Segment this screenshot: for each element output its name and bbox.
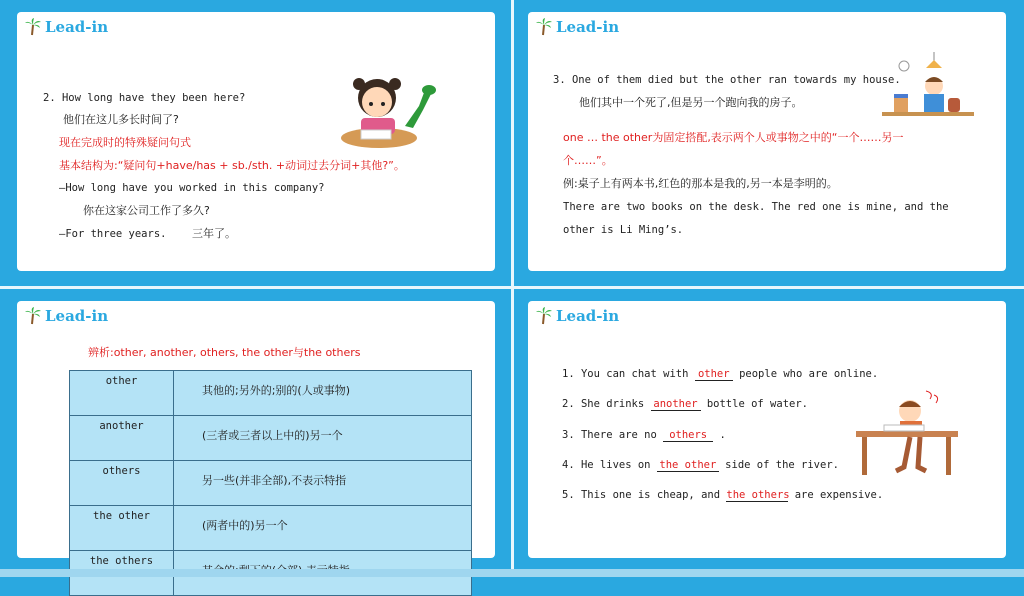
answer-blank: another bbox=[651, 398, 701, 411]
question-text: 2. How long have they been here? bbox=[43, 92, 246, 104]
example-question-translation: 你在这家公司工作了多久? bbox=[83, 204, 210, 217]
word-cell: others bbox=[70, 461, 174, 506]
answer-blank: others bbox=[663, 429, 713, 442]
palm-tree-icon bbox=[25, 18, 41, 36]
horizontal-divider bbox=[0, 286, 1024, 289]
table-row bbox=[70, 371, 472, 416]
panel-title bbox=[25, 18, 108, 36]
exercise-sentence-4 bbox=[562, 458, 839, 472]
slide-panel-4[interactable] bbox=[528, 301, 1006, 558]
question-translation: 他们其中一个死了,但是另一个跑向我的房子。 bbox=[579, 96, 803, 109]
exercise-sentence-2 bbox=[562, 397, 808, 411]
word-cell: another bbox=[70, 416, 174, 461]
slide-panel-1[interactable] bbox=[17, 12, 495, 271]
panel-title-text: Lead-in bbox=[45, 307, 109, 325]
answer-blank: the others bbox=[726, 489, 790, 501]
panel-title bbox=[25, 307, 108, 325]
answer-blank: other bbox=[695, 368, 733, 381]
panel-title-text: Lead-in bbox=[556, 18, 620, 36]
exercise-sentence-5 bbox=[562, 488, 883, 502]
exercise-sentence-3 bbox=[562, 428, 726, 442]
panel-title bbox=[536, 307, 619, 325]
table-row bbox=[70, 416, 472, 461]
meaning-cell: (两者中的)另一个 bbox=[174, 506, 472, 551]
panel-title-text: Lead-in bbox=[556, 307, 620, 325]
example-translation: 例:桌子上有两本书,红色的那本是我的,另一本是李明的。 bbox=[563, 177, 838, 190]
boy-studying-illustration bbox=[882, 52, 974, 118]
question-text: 3. One of them died but the other ran towards my house. bbox=[553, 74, 901, 86]
answer-blank: the other bbox=[657, 459, 719, 472]
girl-reading-illustration bbox=[339, 68, 435, 150]
example-question: —How long have you worked in this company? bbox=[59, 182, 325, 194]
table-row bbox=[70, 506, 472, 551]
bottom-strip bbox=[0, 569, 1024, 577]
example-answer-translation: 三年了。 bbox=[192, 227, 236, 240]
palm-tree-icon bbox=[536, 18, 552, 36]
word-cell: the others bbox=[70, 551, 174, 596]
sentence-prefix: 3. There are no bbox=[562, 429, 657, 441]
example-sentence-line-2: other is Li Ming’s. bbox=[563, 224, 684, 236]
sentence-prefix: 1. You can chat with bbox=[562, 368, 689, 380]
panel-title-text: Lead-in bbox=[45, 18, 109, 36]
meaning-cell: (三者或三者以上中的)另一个 bbox=[174, 416, 472, 461]
question-translation: 他们在这儿多长时间了? bbox=[63, 113, 179, 126]
panel-title bbox=[536, 18, 619, 36]
grammar-note-title: 现在完成时的特殊疑问句式 bbox=[59, 136, 191, 149]
word-cell: the other bbox=[70, 506, 174, 551]
tired-boy-illustration bbox=[854, 389, 960, 477]
word-cell: other bbox=[70, 371, 174, 416]
sentence-suffix: people who are online. bbox=[739, 368, 879, 380]
slide-panel-2[interactable] bbox=[528, 12, 1006, 271]
palm-tree-icon bbox=[536, 307, 552, 325]
palm-tree-icon bbox=[25, 307, 41, 325]
grammar-note-structure: 基本结构为:“疑问句+have/has + sb./sth. +动词过去分词+其他?”。 bbox=[59, 159, 405, 172]
table-row bbox=[70, 461, 472, 506]
sentence-prefix: 4. He lives on bbox=[562, 459, 651, 471]
sentence-suffix: bottle of water. bbox=[706, 398, 808, 410]
comparison-heading: 辨析:other, another, others, the other与the others bbox=[88, 346, 361, 359]
sentence-suffix: are expensive. bbox=[794, 489, 884, 501]
meaning-cell: 其他的;另外的;别的(人或事物) bbox=[174, 371, 472, 416]
sentence-prefix: 5. This one is cheap, and bbox=[562, 489, 721, 501]
exercise-sentence-1 bbox=[562, 367, 878, 381]
note-line-1: one … the other为固定搭配,表示两个人或事物之中的“一个……另一 bbox=[563, 131, 904, 144]
sentence-prefix: 2. She drinks bbox=[562, 398, 645, 410]
slide-panel-3[interactable] bbox=[17, 301, 495, 567]
example-answer: —For three years. bbox=[59, 228, 167, 240]
sentence-suffix: side of the river. bbox=[725, 459, 839, 471]
comparison-table bbox=[69, 370, 472, 596]
sentence-suffix: . bbox=[719, 429, 726, 441]
example-sentence-line-1: There are two books on the desk. The red one is mine, and the bbox=[563, 201, 949, 213]
meaning-cell: 另一些(并非全部),不表示特指 bbox=[174, 461, 472, 506]
note-line-2: 个……”。 bbox=[563, 154, 613, 167]
